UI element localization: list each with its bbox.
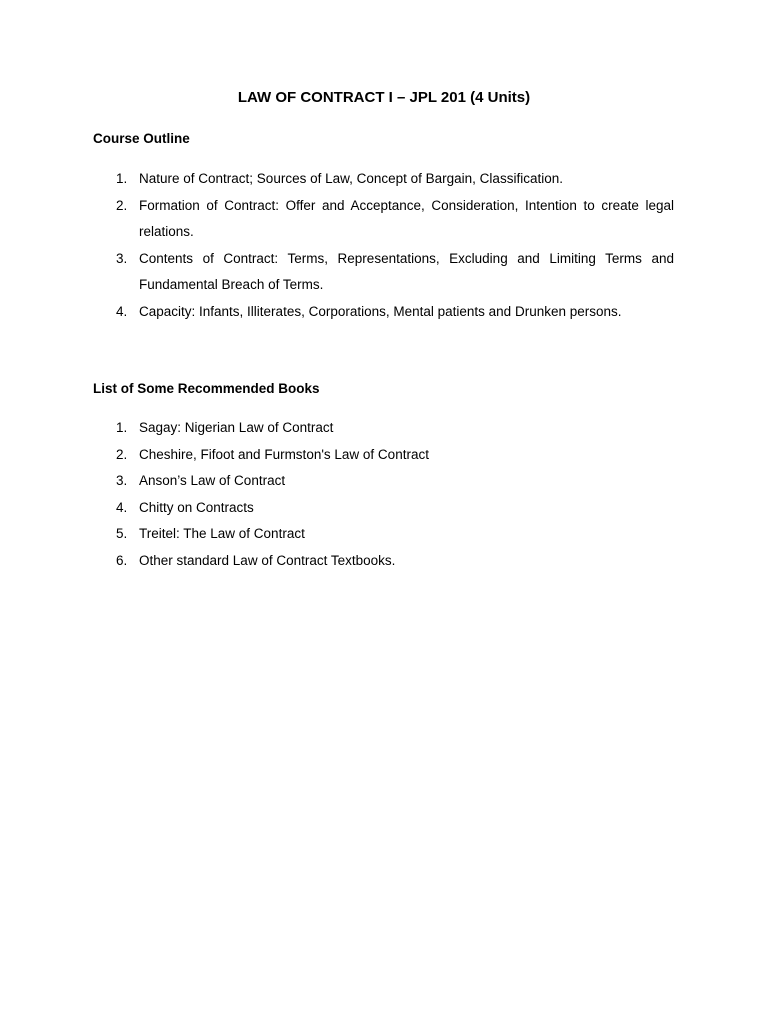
list-item bbox=[0, 415, 674, 442]
recommended-books-heading: List of Some Recommended Books bbox=[93, 381, 320, 396]
list-item-text: Other standard Law of Contract Textbooks. bbox=[139, 552, 396, 568]
document-title: LAW OF CONTRACT I – JPL 201 (4 Units) bbox=[237, 89, 531, 106]
course-outline-heading: Course Outline bbox=[93, 131, 190, 146]
list-item bbox=[0, 468, 674, 495]
list-item bbox=[0, 521, 674, 548]
list-item-number: 1. bbox=[116, 420, 128, 435]
list-item-text: Formation of Contract: Offer and Acceptance, Consideration, Intention to create legal relations. bbox=[139, 197, 674, 240]
list-item-text: Capacity: Infants, Illiterates, Corporations, Mental patients and Drunken persons. bbox=[139, 303, 622, 319]
list-item-number: 3. bbox=[116, 473, 128, 489]
list-item bbox=[0, 442, 674, 469]
list-item-text: Treitel: The Law of Contract bbox=[139, 526, 305, 542]
list-item-text: Sagay: Nigerian Law of Contract bbox=[139, 420, 334, 435]
list-item-number: 6. bbox=[116, 552, 128, 568]
course-outline-list bbox=[0, 166, 674, 326]
list-item-text: Contents of Contract: Terms, Representations, Excluding and Limiting Terms and Fundamental Breach of Terms. bbox=[139, 250, 674, 293]
list-item-number: 3. bbox=[116, 250, 128, 266]
list-item bbox=[0, 193, 674, 246]
list-item-text: Anson’s Law of Contract bbox=[139, 473, 286, 489]
list-item-number: 2. bbox=[116, 197, 128, 213]
list-item-number: 1. bbox=[116, 171, 128, 186]
list-item bbox=[0, 166, 674, 193]
list-item-text: Chitty on Contracts bbox=[139, 499, 254, 515]
list-item-text: Cheshire, Fifoot and Furmston's Law of Contract bbox=[139, 446, 429, 462]
list-item bbox=[0, 495, 674, 522]
list-item bbox=[0, 299, 674, 326]
recommended-books-list bbox=[0, 415, 674, 575]
list-item bbox=[0, 246, 674, 299]
list-item-number: 4. bbox=[116, 303, 128, 319]
list-item-text: Nature of Contract; Sources of Law, Concept of Bargain, Classification. bbox=[139, 171, 563, 186]
list-item bbox=[0, 548, 674, 575]
list-item-number: 5. bbox=[116, 526, 128, 542]
list-item-number: 4. bbox=[116, 499, 128, 515]
list-item-number: 2. bbox=[116, 446, 128, 462]
